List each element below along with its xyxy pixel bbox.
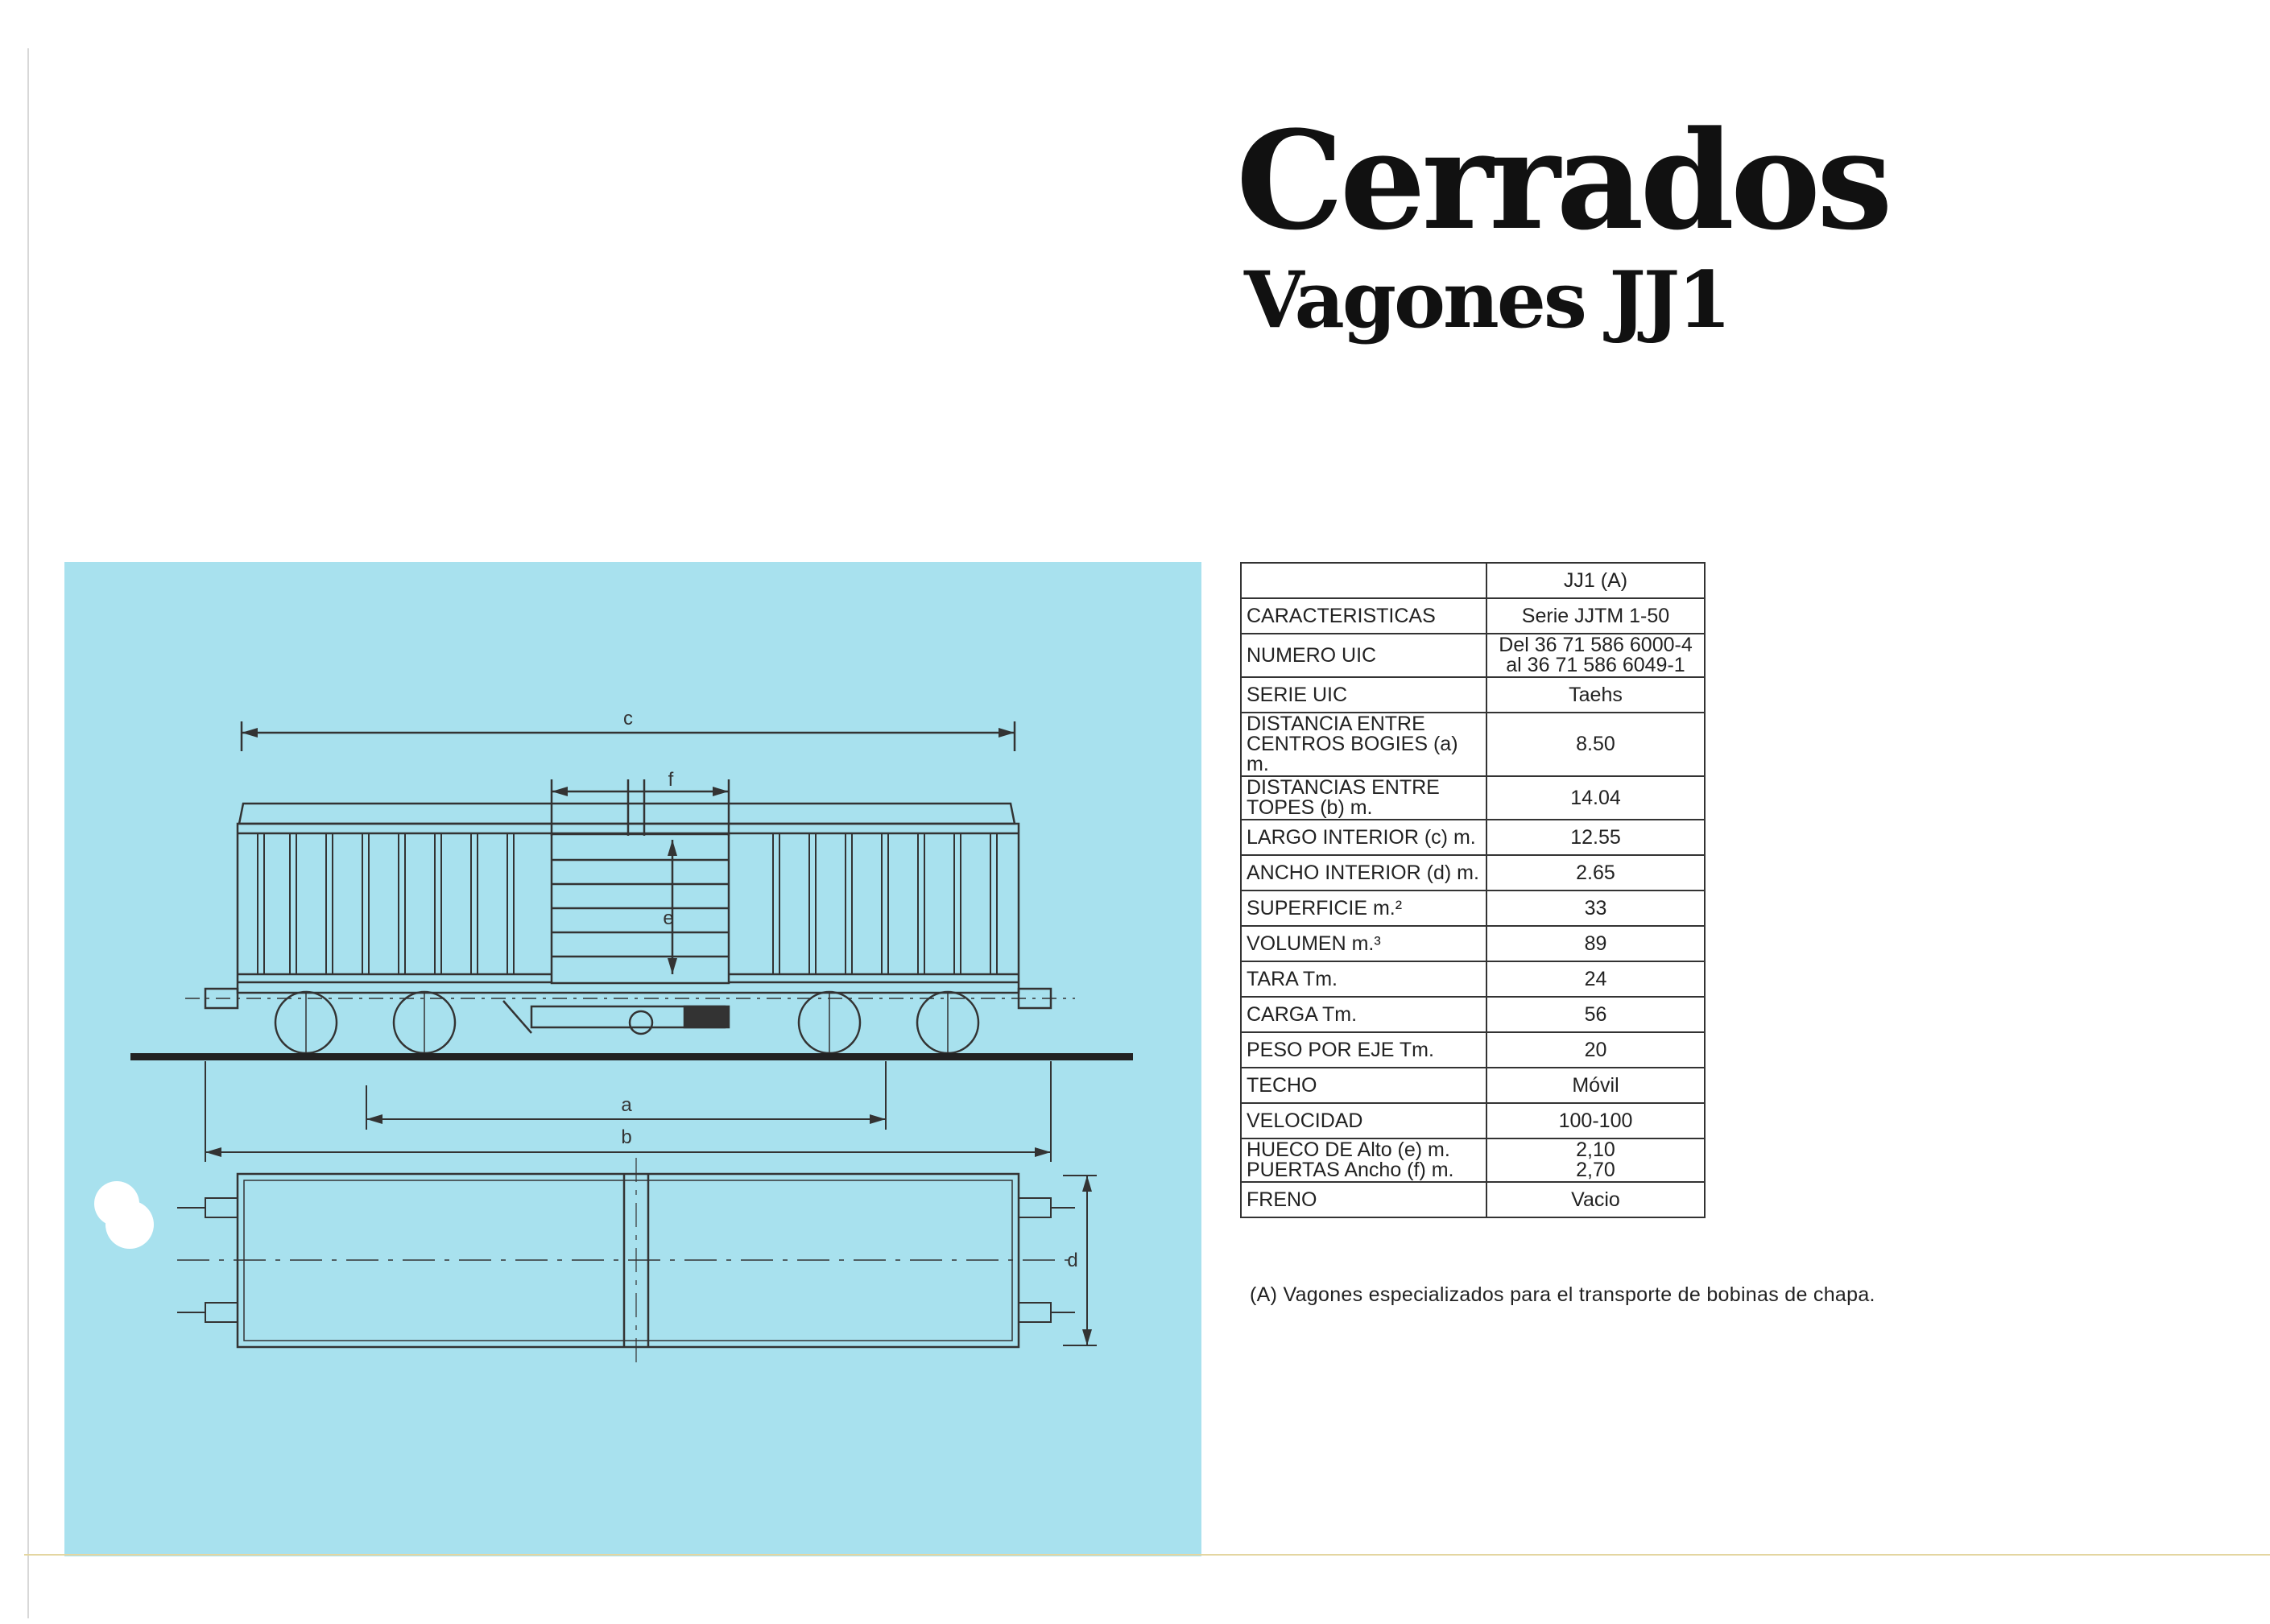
spec-label: SERIE UIC: [1241, 677, 1486, 713]
spec-value: 33: [1486, 891, 1705, 926]
spec-label: VELOCIDAD: [1241, 1103, 1486, 1138]
spec-line: Del 36 71 586 6000-4: [1499, 634, 1693, 656]
spec-line: HUECO DE Alto (e) m.: [1247, 1138, 1450, 1161]
dim-label-f: f: [668, 769, 674, 791]
spec-label: CARGA Tm.: [1241, 997, 1486, 1032]
spec-value: Móvil: [1486, 1068, 1705, 1103]
page-title: Cerrados: [1236, 101, 1889, 260]
table-row: [1241, 1103, 1705, 1138]
spec-value: 100-100: [1486, 1103, 1705, 1138]
spec-value: 89: [1486, 926, 1705, 961]
spec-value: [1486, 634, 1705, 677]
page-subtitle: Vagones JJ1: [1244, 254, 1730, 345]
spec-value: Taehs: [1486, 677, 1705, 713]
table-header-row: [1241, 563, 1705, 598]
punch-hole-mark: [93, 1172, 155, 1260]
spec-label: VOLUMEN m.³: [1241, 926, 1486, 961]
spec-value: Vacio: [1486, 1182, 1705, 1217]
spec-label: TECHO: [1241, 1068, 1486, 1103]
spec-value: 8.50: [1486, 713, 1705, 776]
spec-label: [1241, 1138, 1486, 1182]
table-row: [1241, 926, 1705, 961]
spec-value: 24: [1486, 961, 1705, 997]
table-row: [1241, 634, 1705, 677]
spec-line: DISTANCIAS ENTRE: [1247, 776, 1440, 799]
table-row: [1241, 820, 1705, 855]
table-row: [1241, 1032, 1705, 1068]
table-header-value: JJ1 (A): [1486, 563, 1705, 598]
wagon-technical-drawing: [64, 562, 1201, 1556]
spec-label: PESO POR EJE Tm.: [1241, 1032, 1486, 1068]
table-row: [1241, 677, 1705, 713]
spec-label: CARACTERISTICAS: [1241, 598, 1486, 634]
spec-value: 20: [1486, 1032, 1705, 1068]
table-row: [1241, 598, 1705, 634]
spec-label: FRENO: [1241, 1182, 1486, 1217]
wagon-drawing-panel: [64, 562, 1201, 1556]
spec-label: TARA Tm.: [1241, 961, 1486, 997]
footnote: (A) Vagones especializados para el transporte de bobinas de chapa.: [1250, 1283, 1875, 1306]
table-row: [1241, 713, 1705, 776]
table-row: [1241, 1068, 1705, 1103]
dim-label-c: c: [623, 708, 633, 729]
spec-value: Serie JJTM 1-50: [1486, 598, 1705, 634]
spec-table: [1240, 562, 1706, 1218]
spec-label: LARGO INTERIOR (c) m.: [1241, 820, 1486, 855]
dim-label-d: d: [1067, 1250, 1078, 1271]
spec-line: 2,10: [1576, 1138, 1615, 1161]
table-row: [1241, 1138, 1705, 1182]
page-edge-shadow: [27, 48, 29, 1618]
spec-value: 2.65: [1486, 855, 1705, 891]
spec-label: NUMERO UIC: [1241, 634, 1486, 677]
spec-label: SUPERFICIE m.²: [1241, 891, 1486, 926]
wagon-roof: [239, 804, 1015, 824]
spec-line: DISTANCIA ENTRE: [1247, 713, 1425, 735]
spec-line: TOPES (b) m.: [1247, 796, 1373, 819]
dim-label-b: b: [621, 1126, 632, 1148]
spec-label: [1241, 713, 1486, 776]
bottom-rule: [24, 1554, 2270, 1556]
table-row: [1241, 961, 1705, 997]
table-row: [1241, 776, 1705, 820]
dim-label-a: a: [621, 1094, 632, 1116]
spec-value: [1486, 1138, 1705, 1182]
rail: [130, 1053, 1133, 1060]
table-row: [1241, 891, 1705, 926]
spec-line: PUERTAS Ancho (f) m.: [1247, 1159, 1454, 1181]
spec-value: 12.55: [1486, 820, 1705, 855]
spec-label: ANCHO INTERIOR (d) m.: [1241, 855, 1486, 891]
spec-line: al 36 71 586 6049-1: [1506, 654, 1685, 676]
spec-line: 2,70: [1576, 1159, 1615, 1181]
spec-value: 56: [1486, 997, 1705, 1032]
spec-label: [1241, 776, 1486, 820]
spec-value: 14.04: [1486, 776, 1705, 820]
spec-line: CENTROS BOGIES (a) m.: [1247, 733, 1458, 775]
dim-label-e: e: [663, 907, 674, 929]
table-row: [1241, 997, 1705, 1032]
table-row: [1241, 1182, 1705, 1217]
table-row: [1241, 855, 1705, 891]
